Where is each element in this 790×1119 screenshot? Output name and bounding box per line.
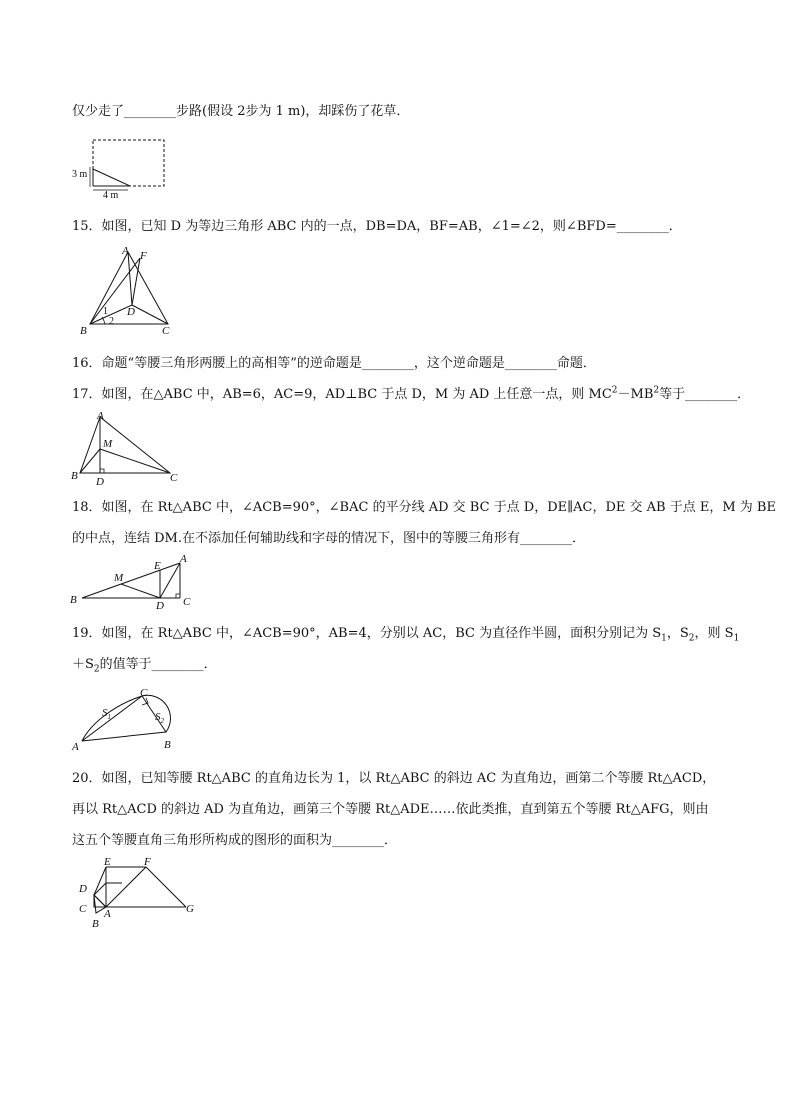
q17-label-A: A <box>97 410 104 422</box>
q19-text-2a: ＋S <box>72 657 94 672</box>
q17-label-B: B <box>71 470 78 482</box>
q18-label-C: C <box>183 596 191 608</box>
q17-label-M: M <box>103 438 113 450</box>
q18-label-A: A <box>180 553 187 565</box>
q19-label-C: C <box>140 687 148 699</box>
q19-sub1: 1 <box>661 633 667 644</box>
q19-text-1a: 19．如图，在 Rt△ABC 中，∠ACB=90°，AB=4，分别以 AC，BC 为直径作半圆，面积分别记为 S <box>72 626 662 641</box>
q20-label-A: A <box>104 908 111 920</box>
q20-text-3: 这五个等腰直角三角形所构成的图形的面积为________． <box>72 833 398 848</box>
q17-text-b: －MB <box>617 387 654 402</box>
q15-label-C: C <box>162 325 170 336</box>
q20-label-D: D <box>79 883 87 895</box>
q20-text-2: 再以 Rt△ACD 的斜边 AD 为直角边，画第三个等腰 Rt△ADE……依此类推，直到第五个等腰 Rt△AFG，则由 <box>72 802 709 817</box>
q18-text-1: 18．如图，在 Rt△ABC 中，∠ACB=90°，∠BAC 的平分线 AD 交 BC 于点 D，DE∥AC，DE 交 AB 于点 E，M 为 BE <box>72 500 776 515</box>
q17-label-C: C <box>170 472 178 484</box>
q17-figure <box>70 409 182 489</box>
q19-label-S1: $S_1$ <box>102 707 111 721</box>
q15-angle-2: 2 <box>109 316 114 327</box>
q17-text-c: 等于________． <box>659 387 751 402</box>
q15-angle-1: 1 <box>103 306 108 317</box>
q19-text-1b: ，S <box>666 626 689 641</box>
q20-figure <box>74 856 204 932</box>
q15-label-B: B <box>80 325 87 336</box>
q17-label-D: D <box>96 476 104 488</box>
q18-label-D: D <box>156 600 164 609</box>
q15-label-D: D <box>127 306 135 318</box>
q19-sub2: 2 <box>688 633 695 644</box>
q16-text: 16．命题“等腰三角形两腰上的高相等”的逆命题是________，这个逆命题是________命题． <box>72 356 596 371</box>
q14-label-3m: 3 m <box>72 169 88 180</box>
q20-label-B: B <box>92 918 99 930</box>
q14-label-4m: 4 m <box>103 190 119 200</box>
q17-text-a: 17．如图，在△ABC 中，AB=6，AC=9，AD⊥BC 于点 D，M 为 AD 上任意一点，则 MC <box>72 387 612 402</box>
q15-label-A: A <box>122 245 129 257</box>
q15-figure <box>76 244 186 336</box>
q18-label-M: M <box>114 572 124 584</box>
q19-label-A: A <box>72 741 79 753</box>
q20-label-E: E <box>104 856 111 868</box>
q15-label-F: F <box>140 250 147 262</box>
q18-label-E: E <box>154 560 161 572</box>
q15-text: 15．如图，已知 D 为等边三角形 ABC 内的一点，DB=DA，BF=AB，∠1=∠2，则∠BFD=________． <box>72 219 682 234</box>
q17-sup1: 2 <box>611 385 618 396</box>
q18-label-B: B <box>70 594 77 606</box>
q18-figure <box>68 553 198 609</box>
q20-text-1: 20．如图，已知等腰 Rt△ABC 的直角边长为 1，以 Rt△ABC 的斜边 AC 为直角边，画第二个等腰 Rt△ACD， <box>72 771 716 786</box>
q17-text <box>72 387 750 403</box>
q18-text-2: 的中点，连结 DM.在不添加任何辅助线和字母的情况下，图中的等腰三角形有________． <box>72 531 585 546</box>
q19-sub4: 2 <box>93 664 100 675</box>
q20-label-F: F <box>144 856 151 868</box>
q19-label-B: B <box>164 739 171 751</box>
q19-text-2b: 的值等于________． <box>99 657 217 672</box>
q20-label-G: G <box>186 903 194 915</box>
q19-sub3: 1 <box>733 633 740 644</box>
q14-text: 仅少走了________步路(假设 2步为 1 m)，却踩伤了花草． <box>72 104 410 119</box>
q19-text-1c: ，则 S <box>694 626 734 641</box>
q19-label-S2: $S_2$ <box>155 711 164 725</box>
q19-text-1 <box>72 626 739 642</box>
q14-figure <box>70 136 170 200</box>
q17-sup2: 2 <box>653 385 660 396</box>
q19-text-2 <box>72 657 217 673</box>
q20-label-C: C <box>79 903 87 915</box>
q19-figure <box>68 684 184 754</box>
